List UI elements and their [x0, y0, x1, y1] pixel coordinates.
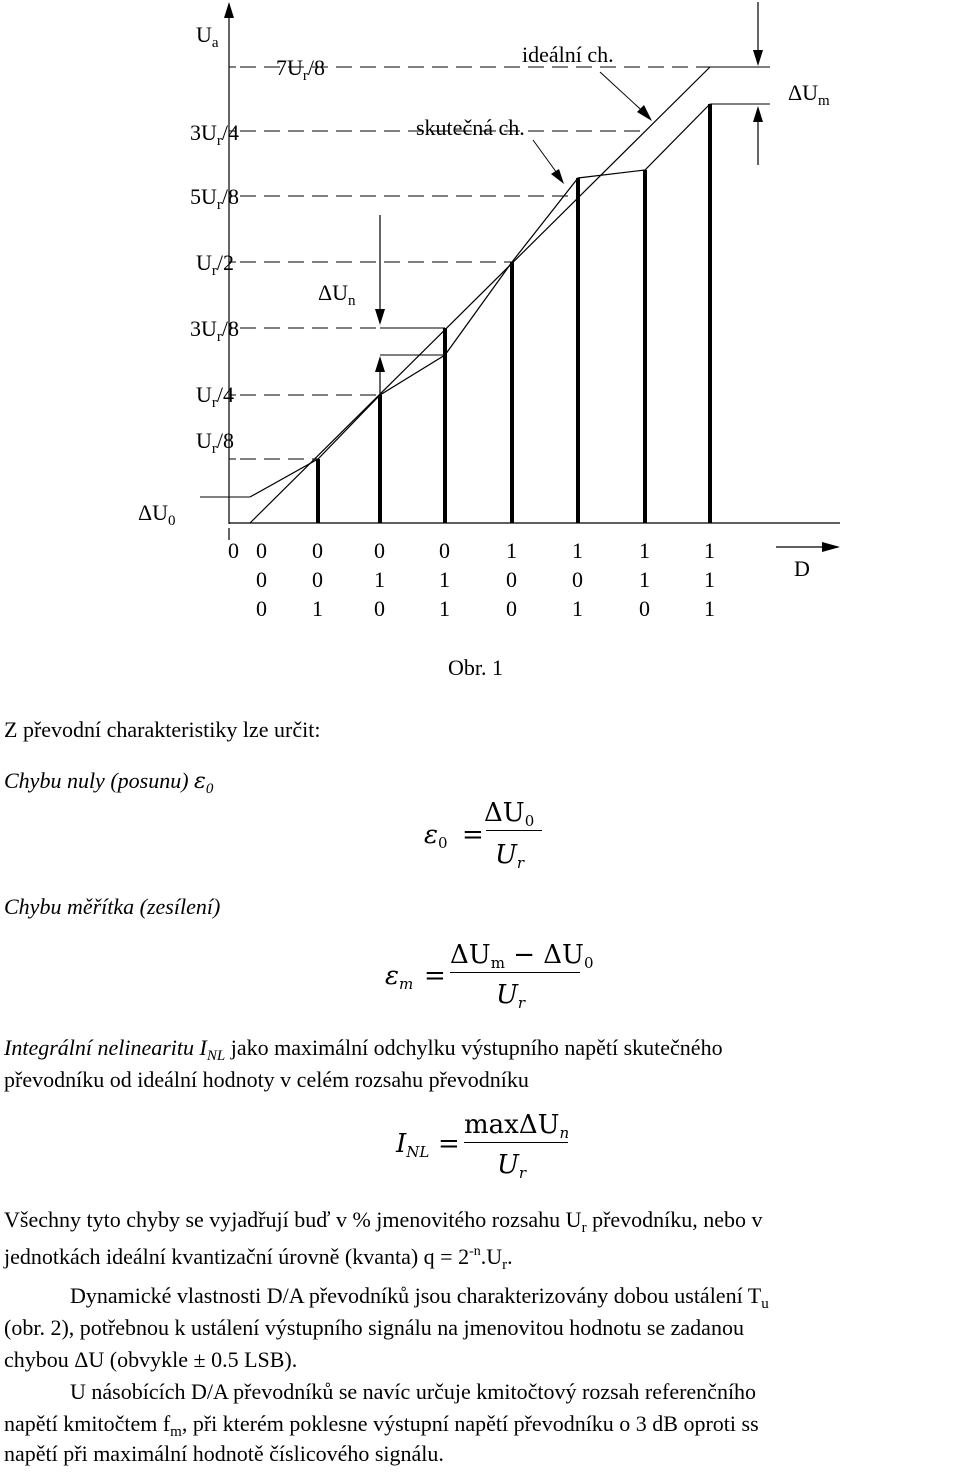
eq1-denominator: $U_r$	[495, 840, 525, 872]
ideal-characteristic-label: ideální ch.	[522, 42, 614, 67]
code-bit: 0	[256, 538, 267, 563]
code-bit: 0	[439, 538, 450, 563]
eq2-lhs: $\varepsilon_m$	[385, 961, 414, 993]
eq1-numerator: $\Delta U_0$	[484, 798, 535, 830]
code-bit: 1	[572, 538, 583, 563]
code-bit: 1	[572, 596, 583, 621]
code-bit: 1	[439, 567, 450, 592]
delta-un-label: $\Delta U_n$	[318, 280, 356, 309]
code-bit: 0	[506, 596, 517, 621]
code-bit: 0	[374, 538, 385, 563]
multiplying-paragraph-line3: napětí při maximální hodnotě číslicového signálu.	[4, 1441, 444, 1466]
inl-paragraph-line2: převodníku od ideální hodnoty v celém rozsahu převodníku	[4, 1067, 529, 1092]
code-bit: 0	[312, 567, 323, 592]
code-bit: 0	[312, 538, 323, 563]
gain-heading: Chybu měřítka (zesílení)	[4, 894, 221, 919]
y-label-1-2: $U_r/2$	[196, 250, 235, 279]
eq1-equals: =	[462, 820, 484, 850]
code-bit: 1	[704, 567, 715, 592]
dynamics-paragraph-line3: chybou ΔU (obvykle ± 0.5 LSB).	[4, 1347, 298, 1372]
eq2-denominator: $U_r$	[496, 980, 526, 1012]
y-label-1-8: $U_r/8$	[196, 428, 235, 457]
code-bit: 1	[704, 538, 715, 563]
eq3-lhs: $I_{NL}$	[396, 1129, 430, 1161]
eq3-denominator: $U_r$	[497, 1150, 527, 1182]
multiplying-paragraph-line2: napětí kmitočtem $f_m$, při kterém poklesne výstupní napětí převodníku o 3 dB oproti ss	[4, 1411, 759, 1440]
code-bit: 0	[572, 567, 583, 592]
delta-um-label: $\Delta U_m$	[788, 80, 830, 109]
multiplying-paragraph-line1: U násobících D/A převodníků se navíc určuje kmitočtový rozsah referenčního	[70, 1379, 757, 1404]
code-bit: 0	[374, 596, 385, 621]
eq2-equals: =	[424, 961, 446, 991]
code-bit: 1	[439, 596, 450, 621]
code-bit: 0	[639, 596, 650, 621]
code-bit: 1	[639, 538, 650, 563]
x-zero-label: 0	[228, 538, 239, 563]
code-bit: 1	[704, 596, 715, 621]
eq3-numerator: maxΔU$_n$	[464, 1110, 570, 1142]
y-label-3-8: $3U_r/8$	[190, 316, 240, 345]
figure-caption: Obr. 1	[448, 655, 503, 680]
code-bit: 1	[312, 596, 323, 621]
errors-paragraph-line1: Všechny tyto chyby se vyjadřují buď v % jmenovitého rozsahu $U_r$ převodníku, nebo v	[4, 1207, 763, 1236]
code-bit: 0	[256, 567, 267, 592]
y-label-7-8: $7U_r/8$	[276, 55, 326, 84]
eq3-fraction-bar	[464, 1142, 568, 1143]
eq2-numerator: $\Delta U_m - \Delta U_0$	[450, 940, 594, 972]
offset-heading: Chybu nuly (posunu) $\varepsilon_0$	[4, 768, 214, 797]
eq1-lhs: $\varepsilon_0$	[424, 820, 448, 852]
code-bit: 0	[256, 596, 267, 621]
code-bit: 1	[639, 567, 650, 592]
y-label-5-8: $5U_r/8$	[190, 184, 240, 213]
real-characteristic-label: skutečná ch.	[416, 115, 525, 140]
eq2-fraction-bar	[450, 972, 580, 973]
dynamics-paragraph-line2: (obr. 2), potřebnou k ustálení výstupního signálu na jmenovitou hodnotu se zadanou	[4, 1315, 744, 1340]
code-bit: 1	[374, 567, 385, 592]
d-axis-label: D	[794, 556, 810, 581]
y-label-1-4: $U_r/4$	[196, 382, 235, 411]
dynamics-paragraph-line1: Dynamické vlastnosti D/A převodníků jsou charakterizovány dobou ustálení $T_u$	[70, 1283, 769, 1312]
code-bit: 0	[506, 567, 517, 592]
y-label-ua: $U_a$	[196, 22, 219, 51]
inl-paragraph-line1: Integrální nelinearitu $I_{NL}$ jako maximální odchylku výstupního napětí skutečného	[4, 1035, 723, 1064]
code-bit: 1	[506, 538, 517, 563]
intro-text: Z převodní charakteristiky lze určit:	[4, 717, 321, 742]
y-label-delta-u0: $\Delta U_0$	[138, 500, 176, 529]
eq1-fraction-bar	[486, 830, 542, 831]
eq3-equals: =	[438, 1129, 460, 1159]
errors-paragraph-line2: jednotkách ideální kvantizační úrovně (kvanta) $q = 2^{-n}.U_r$.	[4, 1244, 513, 1273]
y-label-3-4: $3U_r/4$	[190, 120, 240, 149]
